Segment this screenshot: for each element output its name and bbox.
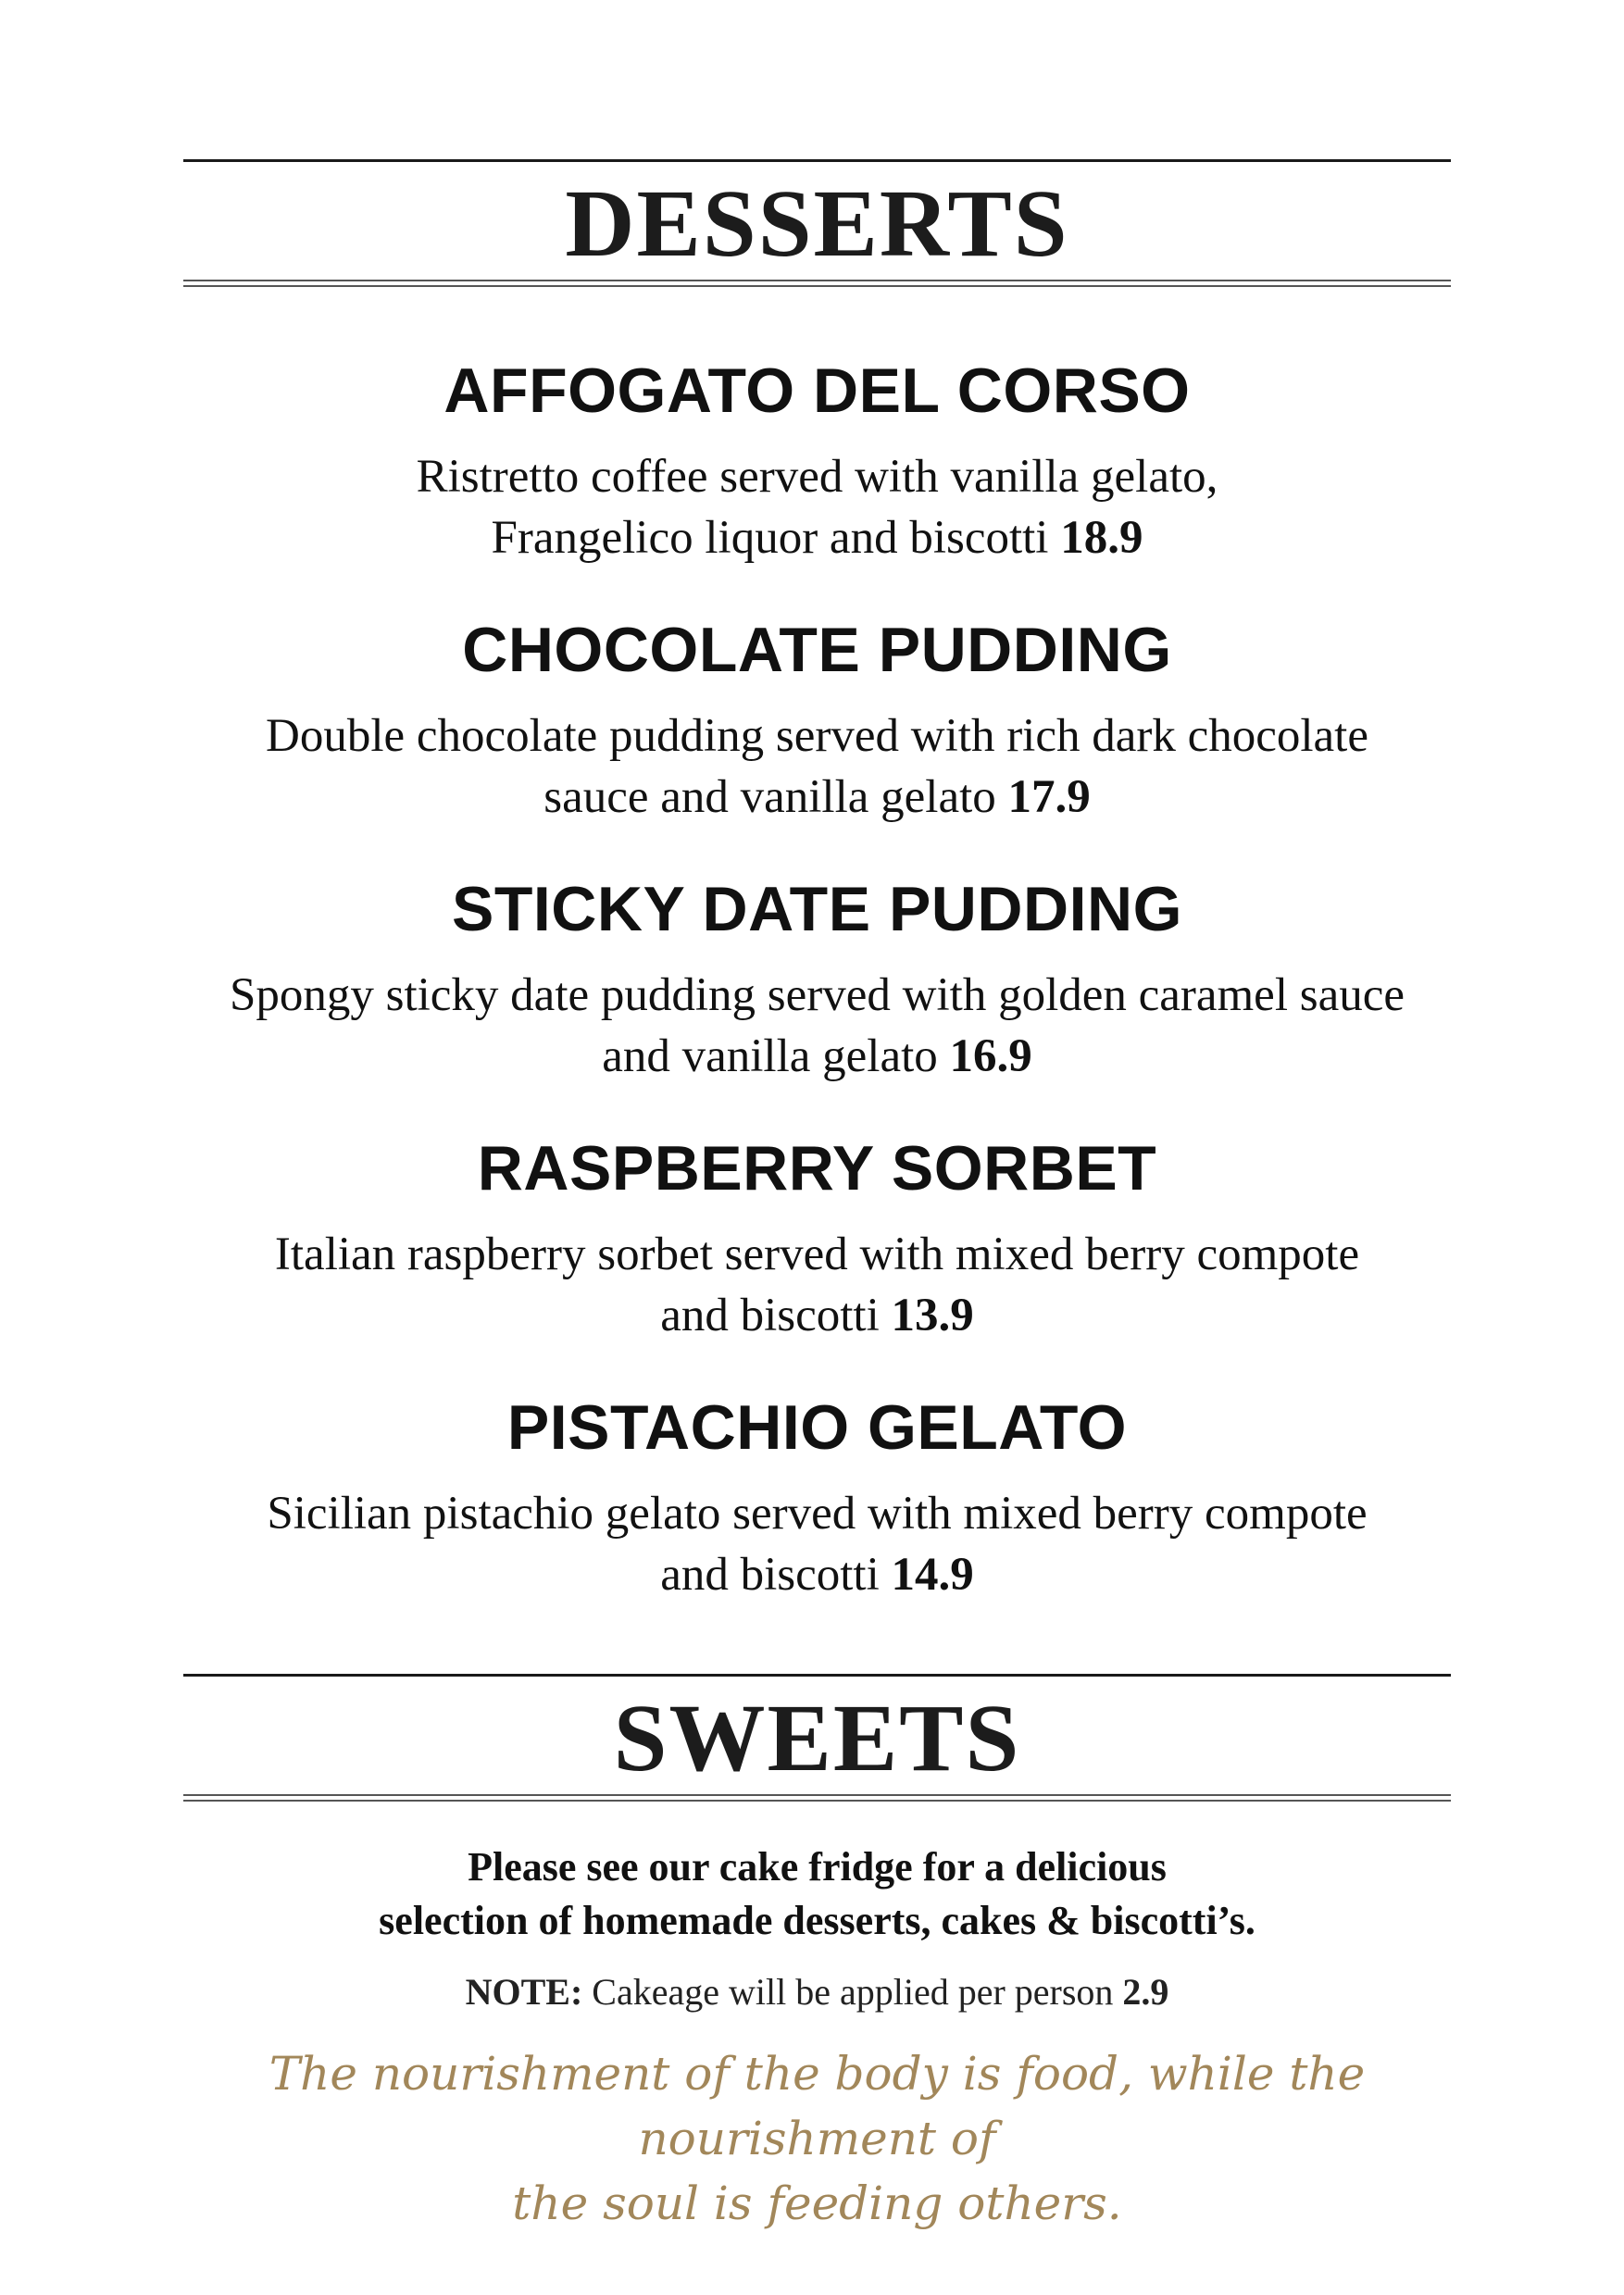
item-name: PISTACHIO GELATO <box>506 1392 1128 1463</box>
sweets-bottom-rule <box>183 1794 1451 1802</box>
footer-quote <box>183 2041 1451 2236</box>
item-desc-line: Spongy sticky date pudding served with golden caramel sauce <box>230 969 1405 1021</box>
item-desc-line: and vanilla gelato <box>602 1030 938 1082</box>
sweets-text-line: selection of homemade desserts, cakes & biscotti’s. <box>379 1898 1255 1943</box>
sweets-title: SWEETS <box>613 1685 1021 1791</box>
item-price: 16.9 <box>949 1030 1032 1082</box>
item-desc-line: sauce and vanilla gelato <box>543 771 996 823</box>
sweets-top-rule <box>183 1674 1451 1677</box>
item-price: 13.9 <box>891 1290 974 1341</box>
menu-item-raspberry-sorbet <box>139 1133 1495 1346</box>
item-desc-line: and biscotti <box>660 1290 880 1341</box>
item-desc-line: Italian raspberry sorbet served with mixed berry compote <box>274 1229 1360 1280</box>
item-price: 17.9 <box>1007 771 1091 823</box>
menu-item-affogato <box>139 355 1495 568</box>
note-price: 2.9 <box>1122 1971 1169 2013</box>
item-name: RASPBERRY SORBET <box>477 1133 1157 1204</box>
item-name: CHOCOLATE PUDDING <box>462 615 1172 685</box>
item-description <box>139 705 1495 828</box>
item-name: STICKY DATE PUDDING <box>451 874 1183 944</box>
item-desc-line: Double chocolate pudding served with rich dark chocolate <box>265 710 1368 762</box>
desserts-bottom-rule <box>183 280 1451 287</box>
sweets-description <box>183 1840 1451 1948</box>
item-desc-line: Sicilian pistachio gelato served with mixed berry compote <box>267 1488 1368 1540</box>
cakeage-note <box>183 1971 1451 2013</box>
item-description <box>139 965 1495 1087</box>
item-description <box>139 446 1495 568</box>
item-desc-line: Frangelico liquor and biscotti <box>491 512 1049 564</box>
desserts-title: DESSERTS <box>565 170 1069 277</box>
note-text: Cakeage will be applied per person <box>592 1971 1114 2013</box>
item-description <box>139 1483 1495 1605</box>
item-desc-line: Ristretto coffee served with vanilla gelato, <box>416 451 1218 503</box>
item-price: 14.9 <box>891 1549 974 1601</box>
menu-item-sticky-date-pudding <box>139 874 1495 1087</box>
menu-item-chocolate-pudding <box>139 615 1495 828</box>
item-description <box>139 1224 1495 1346</box>
sweets-text-line: Please see our cake fridge for a delicious <box>468 1844 1167 1890</box>
quote-line: The nourishment of the body is food, while the nourishment of <box>269 2047 1366 2165</box>
desserts-top-rule <box>183 159 1451 162</box>
item-name: AFFOGATO DEL CORSO <box>443 355 1191 426</box>
menu-item-pistachio-gelato <box>139 1392 1495 1605</box>
item-desc-line: and biscotti <box>660 1549 880 1601</box>
note-label: NOTE: <box>465 1971 583 2013</box>
item-price: 18.9 <box>1060 512 1143 564</box>
quote-line: the soul is feeding others. <box>512 2177 1122 2230</box>
